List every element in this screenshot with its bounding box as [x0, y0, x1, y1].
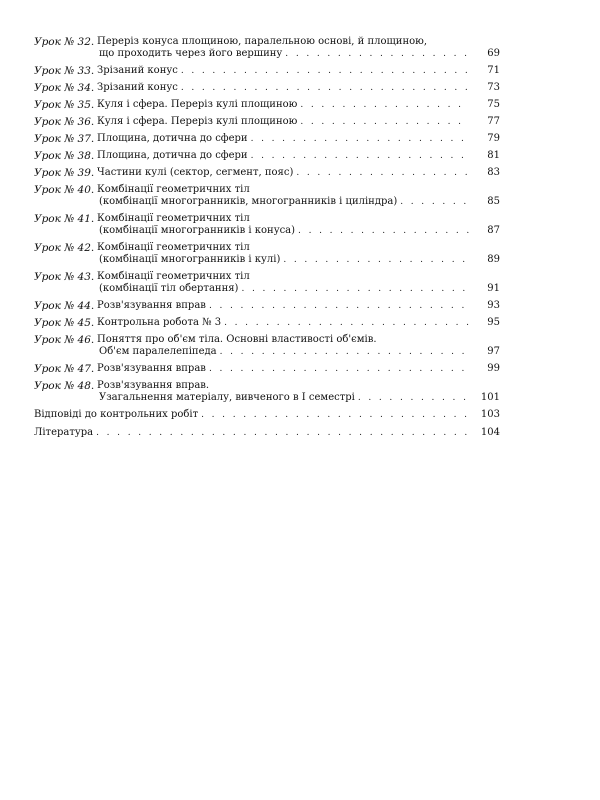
- dot-leader: [181, 65, 469, 77]
- lesson-number: Урок № 35.: [34, 99, 95, 111]
- entry-title: Частини кулі (сектор, сегмент, пояс): [97, 167, 294, 178]
- entry-title: Розв'язування вправ: [97, 363, 206, 374]
- page-number: 91: [487, 283, 500, 294]
- page-number: 81: [487, 150, 500, 161]
- dot-leader: [224, 317, 469, 329]
- lesson-number: Урок № 44.: [34, 300, 95, 312]
- lesson-number: Урок № 34.: [34, 82, 95, 94]
- page-number: 83: [487, 167, 500, 178]
- entry-subtitle: Узагальнення матеріалу, вивченого в I семестрі: [99, 392, 355, 403]
- lesson-number: Урок № 47.: [34, 363, 95, 375]
- dot-leader: [400, 196, 469, 208]
- page-number: 89: [487, 254, 500, 265]
- lesson-number: Урок № 46.: [34, 334, 95, 346]
- lesson-number: Урок № 41.: [34, 213, 95, 225]
- page-number: 103: [480, 409, 500, 420]
- table-of-contents: [34, 36, 500, 445]
- dot-leader: [300, 116, 469, 128]
- entry-title: Зрізаний конус: [97, 82, 178, 93]
- lesson-number: Урок № 48.: [34, 380, 95, 392]
- page-number: 101: [480, 392, 500, 403]
- entry-title: Розв'язування вправ.: [97, 380, 210, 391]
- entry-subtitle: (комбінації многогранників і кулі): [99, 254, 281, 265]
- toc-entry-39: [34, 167, 500, 179]
- toc-entry-46: [34, 334, 500, 358]
- lesson-number: Урок № 43.: [34, 271, 95, 283]
- entry-subtitle: Об'єм паралелепіпеда: [99, 346, 217, 357]
- entry-title: Площина, дотична до сфери: [97, 150, 248, 161]
- toc-entry-40: [34, 184, 500, 208]
- lesson-number: Урок № 36.: [34, 116, 95, 128]
- dot-leader: [298, 225, 469, 237]
- dot-leader: [209, 363, 469, 375]
- page-number: 95: [487, 317, 500, 328]
- toc-entry-43: [34, 271, 500, 295]
- entry-title: Куля і сфера. Переріз кулі площиною: [97, 116, 298, 127]
- toc-entry-44: [34, 300, 500, 312]
- dot-leader: [220, 346, 469, 358]
- dot-leader: [358, 392, 469, 404]
- toc-entry-42: [34, 242, 500, 266]
- toc-entry-34: [34, 82, 500, 94]
- dot-leader: [285, 48, 469, 60]
- page-number: 85: [487, 196, 500, 207]
- entry-subtitle: (комбінації тіл обертання): [99, 283, 239, 294]
- lesson-number: Урок № 33.: [34, 65, 95, 77]
- dot-leader: [283, 254, 469, 266]
- toc-entry-38: [34, 150, 500, 162]
- entry-title: Куля і сфера. Переріз кулі площиною: [97, 99, 298, 110]
- entry-title: Контрольна робота № 3: [97, 317, 222, 328]
- entry-title: Зрізаний конус: [97, 65, 178, 76]
- entry-subtitle: що проходить через його вершину: [99, 48, 283, 59]
- page-number: 73: [487, 82, 500, 93]
- entry-title: Поняття про об'єм тіла. Основні властивості об'ємів.: [97, 334, 377, 345]
- toc-entry-answers: [34, 409, 500, 421]
- lesson-number: Урок № 45.: [34, 317, 95, 329]
- entry-title: Комбінації геометричних тіл: [97, 271, 250, 282]
- toc-entry-35: [34, 99, 500, 111]
- entry-title: Комбінації геометричних тіл: [97, 213, 250, 224]
- dot-leader: [201, 409, 469, 421]
- toc-entry-48: [34, 380, 500, 404]
- lesson-number: Урок № 39.: [34, 167, 95, 179]
- page-number: 104: [480, 427, 500, 438]
- lesson-number: Урок № 38.: [34, 150, 95, 162]
- toc-entry-36: [34, 116, 500, 128]
- entry-title: Комбінації геометричних тіл: [97, 184, 250, 195]
- entry-subtitle: (комбінації многогранників і конуса): [99, 225, 296, 236]
- dot-leader: [96, 427, 469, 439]
- page-number: 99: [487, 363, 500, 374]
- dot-leader: [209, 300, 469, 312]
- toc-entry-41: [34, 213, 500, 237]
- lesson-number: Урок № 40.: [34, 184, 95, 196]
- entry-title: Розв'язування вправ: [97, 300, 206, 311]
- page-number: 93: [487, 300, 500, 311]
- page-number: 79: [487, 133, 500, 144]
- page-number: 77: [487, 116, 500, 127]
- entry-title: Література: [34, 427, 94, 438]
- lesson-number: Урок № 32.: [34, 36, 95, 48]
- dot-leader: [181, 82, 469, 94]
- entry-subtitle: (комбінації многогранників, многогранників і циліндра): [99, 196, 398, 207]
- toc-entry-32: [34, 36, 500, 60]
- dot-leader: [241, 283, 469, 295]
- entry-title: Площина, дотична до сфери: [97, 133, 248, 144]
- toc-entry-45: [34, 317, 500, 329]
- toc-entry-33: [34, 65, 500, 77]
- toc-entry-literature: [34, 427, 500, 439]
- toc-entry-47: [34, 363, 500, 375]
- page-number: 87: [487, 225, 500, 236]
- lesson-number: Урок № 37.: [34, 133, 95, 145]
- entry-title: Відповіді до контрольних робіт: [34, 409, 199, 420]
- page-number: 71: [487, 65, 500, 76]
- dot-leader: [296, 167, 469, 179]
- dot-leader: [251, 133, 469, 145]
- dot-leader: [251, 150, 469, 162]
- page-number: 69: [487, 48, 500, 59]
- entry-title: Комбінації геометричних тіл: [97, 242, 250, 253]
- lesson-number: Урок № 42.: [34, 242, 95, 254]
- dot-leader: [300, 99, 469, 111]
- page-number: 75: [487, 99, 500, 110]
- page-number: 97: [487, 346, 500, 357]
- toc-entry-37: [34, 133, 500, 145]
- entry-title: Переріз конуса площиною, паралельною основі, й площиною,: [97, 36, 428, 47]
